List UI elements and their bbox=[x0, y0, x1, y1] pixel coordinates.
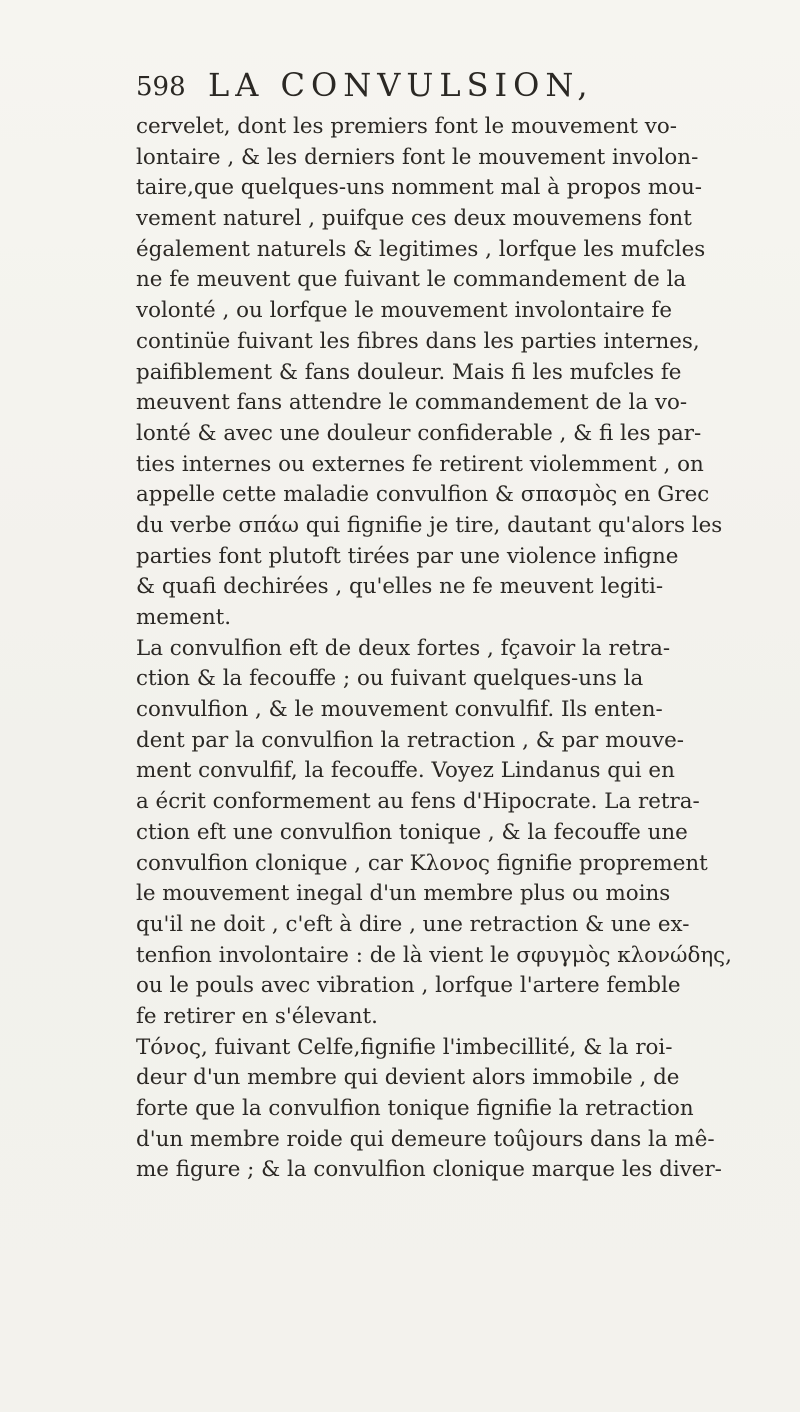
running-head bbox=[136, 64, 696, 110]
text-line: me figure ; & la convulfion clonique marque les diver- bbox=[136, 1157, 722, 1183]
text-line: appelle cette maladie convulfion & σπασμὸς en Grec bbox=[136, 482, 710, 508]
page-number: 598 bbox=[136, 72, 186, 102]
text-line: tenfion involontaire : de là vient le σφυγμὸς κλονώδης, bbox=[136, 942, 732, 968]
text-line: La convulfion eft de deux fortes , fçavoir la retra- bbox=[136, 635, 671, 661]
body-text bbox=[136, 112, 796, 1186]
text-line: continüe fuivant les fibres dans les parties internes, bbox=[136, 328, 700, 354]
text-line: lonté & avec une douleur confiderable , & fi les par- bbox=[136, 420, 702, 446]
text-line: le mouvement inegal d'un membre plus ou moins bbox=[136, 881, 671, 907]
text-line: du verbe σπάω qui fignifie je tire, dautant qu'alors les bbox=[136, 512, 723, 538]
text-line: lontaire , & les derniers font le mouvement involon- bbox=[136, 144, 699, 170]
text-line: d'un membre roide qui demeure toûjours dans la mê- bbox=[136, 1126, 715, 1152]
text-line: ne fe meuvent que fuivant le commandement de la bbox=[136, 267, 687, 293]
text-line: dent par la convulfion la retraction , & par mouve- bbox=[136, 727, 684, 753]
text-line: deur d'un membre qui devient alors immobile , de bbox=[136, 1065, 680, 1091]
text-line: volonté , ou lorfque le mouvement involontaire fe bbox=[136, 298, 672, 324]
text-line: fe retirer en s'élevant. bbox=[136, 1003, 378, 1029]
text-line: meuvent fans attendre le commandement de la vo- bbox=[136, 390, 688, 416]
text-line: ment convulfif, la fecouffe. Voyez Lindanus qui en bbox=[136, 758, 675, 784]
text-line: & quafi dechirées , qu'elles ne fe meuvent legiti- bbox=[136, 574, 664, 600]
text-line: paifiblement & fans douleur. Mais fi les mufcles fe bbox=[136, 359, 682, 385]
text-line: parties font plutoft tirées par une violence infigne bbox=[136, 543, 679, 569]
text-line: a écrit conformement au fens d'Hipocrate. La retra- bbox=[136, 789, 700, 815]
text-line: convulfion clonique , car Κλονος fignifie proprement bbox=[136, 850, 708, 876]
text-line: mement. bbox=[136, 605, 232, 630]
text-line: ction eft une convulfion tonique , & la fecouffe une bbox=[136, 819, 688, 845]
text-line: qu'il ne doit , c'eft à dire , une retraction & une ex- bbox=[136, 911, 690, 937]
text-line: ction & la fecouffe ; ou fuivant quelques-uns la bbox=[136, 666, 644, 692]
running-title: LA CONVULSION, bbox=[208, 66, 594, 104]
text-line: cervelet, dont les premiers font le mouvement vo- bbox=[136, 114, 677, 139]
text-line: taire,que quelques-uns nomment mal à propos mou- bbox=[136, 175, 703, 201]
text-line: Τόνος, fuivant Celfe,fignifie l'imbecillité, & la roi- bbox=[136, 1034, 673, 1060]
text-line: forte que la convulfion tonique fignifie la retraction bbox=[136, 1096, 694, 1121]
text-line: convulfion , & le mouvement convulfif. Ils enten- bbox=[136, 697, 663, 723]
text-line: également naturels & legitimes , lorfque les mufcles bbox=[136, 236, 706, 262]
text-line: vement naturel , puifque ces deux mouvemens font bbox=[136, 206, 692, 232]
text-line: ties internes ou externes fe retirent violemment , on bbox=[136, 451, 704, 477]
text-line: ou le pouls avec vibration , lorfque l'artere femble bbox=[136, 973, 681, 999]
